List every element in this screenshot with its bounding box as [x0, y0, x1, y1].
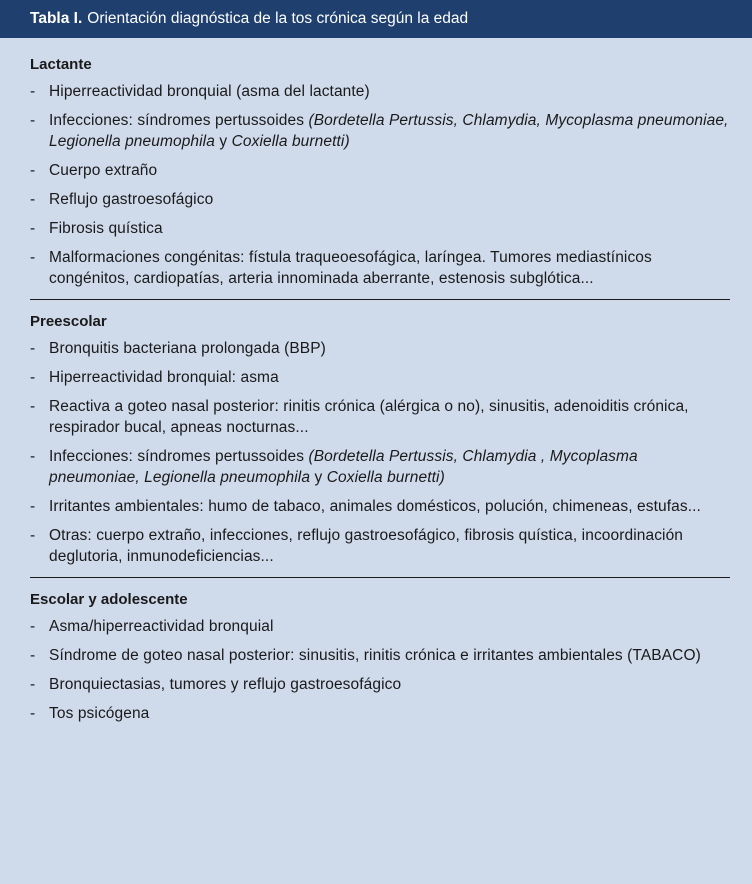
section-divider	[30, 299, 730, 300]
item-text: Otras: cuerpo extraño, infecciones, reflujo gastroesofágico, fibrosis quística, incoordinación deglutoria, inmunodeficiencias...	[49, 527, 684, 565]
bullet-dash: -	[30, 249, 36, 266]
item-text: Cuerpo extraño	[49, 162, 158, 179]
list-item	[30, 645, 730, 666]
item-list	[30, 616, 730, 724]
list-item	[30, 396, 730, 438]
bullet-dash: -	[30, 618, 36, 635]
italic-text: Coxiella burnetti)	[326, 469, 445, 486]
list-item	[30, 81, 730, 102]
section-title: Lactante	[30, 56, 92, 73]
list-item	[30, 496, 730, 517]
item-text: Tos psicógena	[49, 705, 150, 722]
item-text: Fibrosis quística	[49, 220, 163, 237]
bullet-dash: -	[30, 398, 36, 415]
list-item	[30, 218, 730, 239]
item-text: Bronquiectasias, tumores y reflujo gastroesofágico	[49, 676, 402, 693]
bullet-dash: -	[30, 676, 36, 693]
bullet-dash: -	[30, 498, 36, 515]
section-title: Escolar y adolescente	[30, 591, 188, 608]
item-text: y	[310, 469, 327, 486]
list-item	[30, 367, 730, 388]
bullet-dash: -	[30, 191, 36, 208]
bullet-dash: -	[30, 369, 36, 386]
item-text: Irritantes ambientales: humo de tabaco, animales domésticos, polución, chimeneas, estufas...	[49, 498, 701, 515]
list-item	[30, 110, 730, 152]
item-text: Reactiva a goteo nasal posterior: rinitis crónica (alérgica o no), sinusitis, adenoiditis crónica, respirador bucal, apneas nocturnas...	[49, 398, 689, 436]
italic-text: (Bordetella Pertussis, Chlamydia, Mycoplasma pneumoniae, Legionella pneumophila	[49, 112, 729, 150]
item-text: Asma/hiperreactividad bronquial	[49, 618, 274, 635]
italic-text: Coxiella burnetti)	[231, 133, 350, 150]
item-text: y	[214, 133, 232, 150]
section-0	[30, 55, 730, 289]
item-list	[30, 81, 730, 289]
list-item	[30, 189, 730, 210]
list-item	[30, 674, 730, 695]
bullet-dash: -	[30, 705, 36, 722]
bullet-dash: -	[30, 162, 36, 179]
bullet-dash: -	[30, 340, 36, 357]
item-text: Malformaciones congénitas: fístula traqueoesofágica, laríngea. Tumores mediastínicos congénitos, cardiopatías, arteria innominada aberrante, estenosis subglótica...	[49, 249, 652, 287]
table-label: Tabla I.	[30, 10, 83, 27]
bullet-dash: -	[30, 83, 36, 100]
list-item	[30, 703, 730, 724]
table-body	[0, 38, 752, 724]
bullet-dash: -	[30, 448, 36, 465]
bullet-dash: -	[30, 527, 36, 544]
list-item	[30, 338, 730, 359]
section-divider	[30, 577, 730, 578]
list-item	[30, 616, 730, 637]
section-title: Preescolar	[30, 313, 107, 330]
bullet-dash: -	[30, 112, 36, 129]
item-text: Infecciones: síndromes pertussoides	[49, 448, 309, 465]
section-2	[30, 590, 730, 724]
list-item	[30, 247, 730, 289]
table-title: Orientación diagnóstica de la tos crónica según la edad	[87, 10, 469, 27]
list-item	[30, 525, 730, 567]
list-item	[30, 446, 730, 488]
section-1	[30, 312, 730, 567]
item-text: Síndrome de goteo nasal posterior: sinusitis, rinitis crónica e irritantes ambientales (TABACO)	[49, 647, 701, 664]
list-item	[30, 160, 730, 181]
item-list	[30, 338, 730, 567]
item-text: Infecciones: síndromes pertussoides	[49, 112, 309, 129]
bullet-dash: -	[30, 647, 36, 664]
item-text: Hiperreactividad bronquial: asma	[49, 369, 279, 386]
item-text: Bronquitis bacteriana prolongada (BBP)	[49, 340, 326, 357]
item-text: Reflujo gastroesofágico	[49, 191, 214, 208]
bullet-dash: -	[30, 220, 36, 237]
item-text: Hiperreactividad bronquial (asma del lactante)	[49, 83, 370, 100]
italic-text: (Bordetella Pertussis, Chlamydia , Mycoplasma pneumoniae, Legionella pneumophila	[49, 448, 638, 486]
table-header	[0, 0, 752, 38]
